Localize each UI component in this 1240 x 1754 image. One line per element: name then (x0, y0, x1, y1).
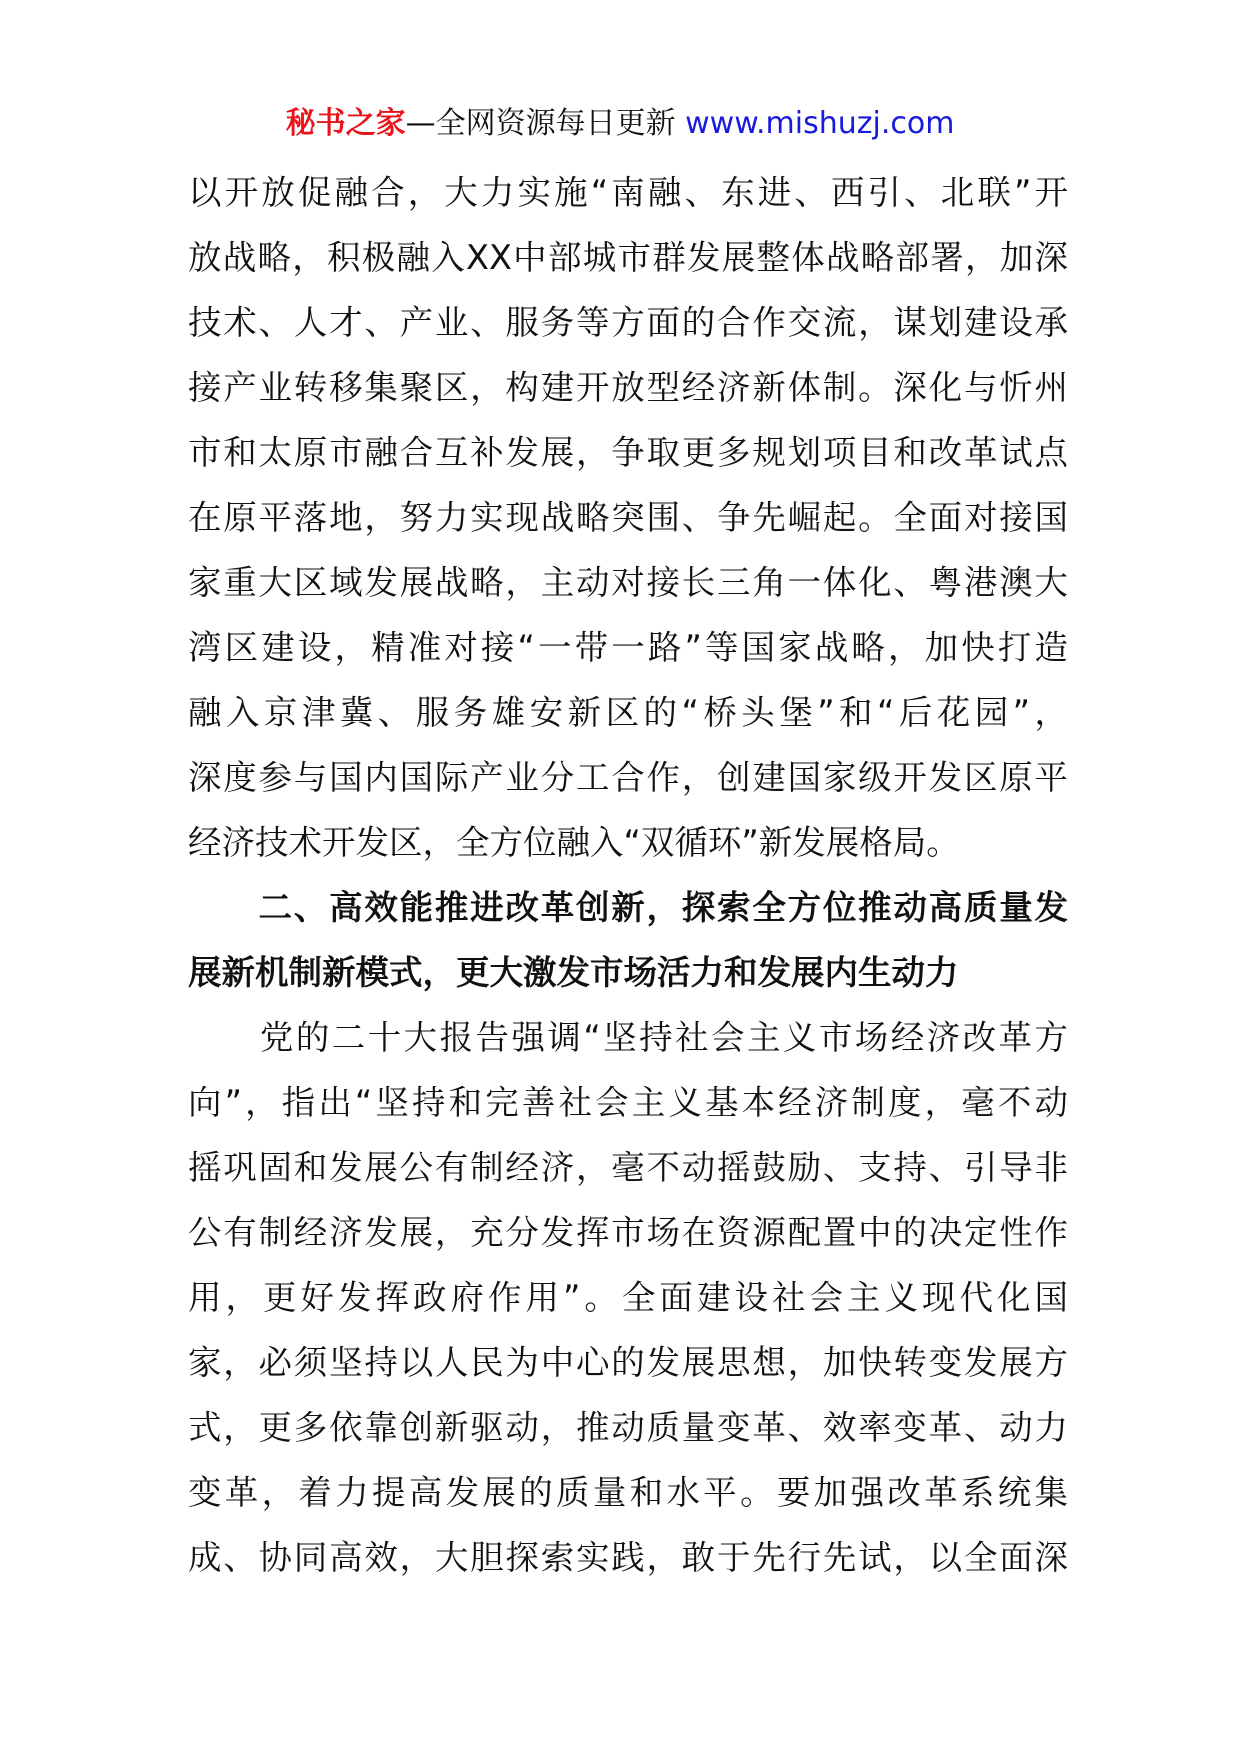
document-body (188, 160, 1068, 1590)
text-line: 融入京津冀、服务雄安新区的“桥头堡”和“后花园”， (188, 693, 1068, 732)
text-line: 变革，着力提高发展的质量和水平。要加强改革系统集 (188, 1473, 1068, 1512)
text-line: 家，必须坚持以人民为中心的发展思想，加快转变发展方 (188, 1343, 1068, 1382)
header-tagline: —全网资源每日更新 (405, 106, 686, 141)
text-line: 深度参与国内国际产业分工合作，创建国家级开发区原平 (188, 758, 1068, 797)
text-line: 向”，指出“坚持和完善社会主义基本经济制度，毫不动 (188, 1083, 1068, 1122)
text-line: 接产业转移集聚区，构建开放型经济新体制。深化与忻州 (188, 368, 1068, 407)
text-line: 经济技术开发区，全方位融入“双循环”新发展格局。 (188, 823, 960, 862)
text-line: 家重大区域发展战略，主动对接长三角一体化、粤港澳大 (188, 563, 1068, 602)
text-line: 成、协同高效，大胆探索实践，敢于先行先试，以全面深 (188, 1538, 1068, 1577)
text-line: 湾区建设，精准对接“一带一路”等国家战略，加快打造 (188, 628, 1068, 667)
text-line: 党的二十大报告强调“坚持社会主义市场经济改革方 (188, 1018, 1068, 1057)
section-heading-line: 展新机制新模式，更大激发市场活力和发展内生动力 (188, 953, 959, 992)
text-line: 市和太原市融合互补发展，争取更多规划项目和改革试点 (188, 433, 1068, 472)
text-line: 技术、人才、产业、服务等方面的合作交流，谋划建设承 (188, 303, 1068, 342)
text-line: 式，更多依靠创新驱动，推动质量变革、效率变革、动力 (188, 1408, 1068, 1447)
text-line: 以开放促融合，大力实施“南融、东进、西引、北联”开 (188, 173, 1068, 212)
section-heading-line: 二、高效能推进改革创新，探索全方位推动高质量发 (188, 888, 1068, 927)
text-line: 放战略，积极融入XX中部城市群发展整体战略部署，加深 (188, 238, 1068, 277)
text-line: 摇巩固和发展公有制经济，毫不动摇鼓励、支持、引导非 (188, 1148, 1068, 1187)
text-line: 用，更好发挥政府作用”。全面建设社会主义现代化国 (188, 1278, 1068, 1317)
text-line: 在原平落地，努力实现战略突围、争先崛起。全面对接国 (188, 498, 1068, 537)
text-line: 公有制经济发展，充分发挥市场在资源配置中的决定性作 (188, 1213, 1068, 1252)
brand-name: 秘书之家 (285, 106, 406, 141)
page-header (0, 98, 1240, 150)
header-url[interactable]: www.mishuzj.com (685, 106, 955, 141)
